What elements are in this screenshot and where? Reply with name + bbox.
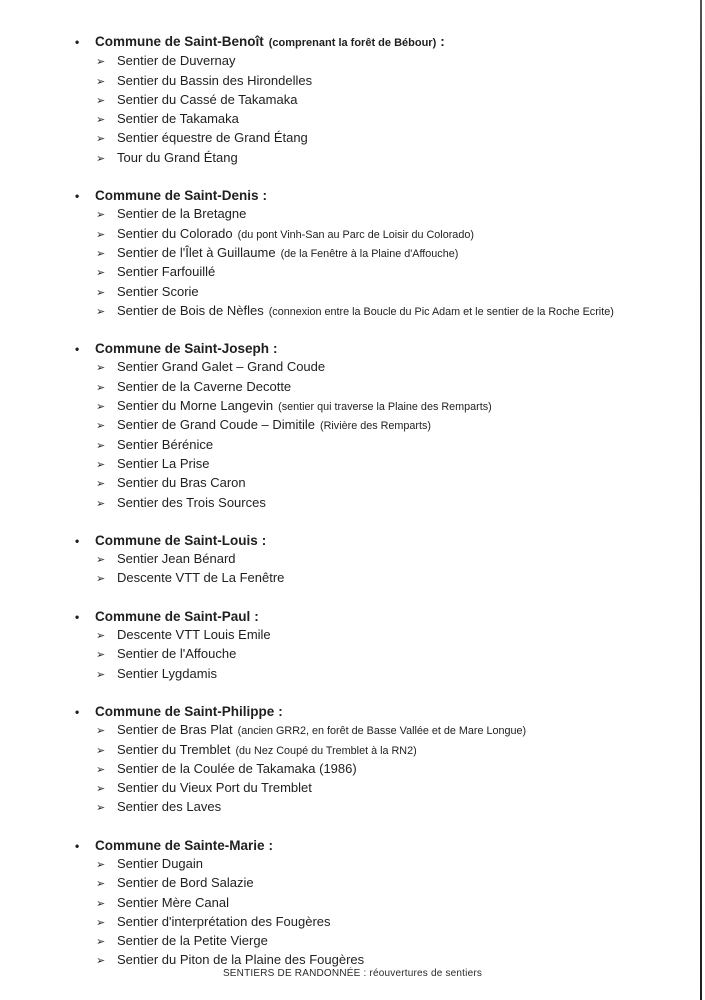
trail-list <box>96 52 655 168</box>
commune-title: Commune de Saint-Paul <box>95 608 251 624</box>
trail-item <box>96 358 655 377</box>
trail-note: (ancien GRR2, en forêt de Basse Vallée et de Mare Longue) <box>237 725 527 738</box>
trail-item <box>96 302 655 321</box>
trail-item <box>96 263 655 282</box>
arrow-bullet-icon: ➢ <box>96 381 106 394</box>
commune-colon: : <box>261 532 267 548</box>
trail-note: (sentier qui traverse la Plaine des Remparts) <box>278 401 492 414</box>
trail-name: Sentier de l'Îlet à Guillaume <box>117 244 276 260</box>
commune-header <box>75 340 655 358</box>
trail-name: Sentier Mère Canal <box>117 894 229 910</box>
trail-item <box>96 110 655 129</box>
arrow-bullet-icon: ➢ <box>96 497 106 510</box>
arrow-bullet-icon: ➢ <box>96 94 106 107</box>
trail-item <box>96 645 655 664</box>
trail-name: Sentier Bérénice <box>117 436 214 452</box>
trail-name: Sentier de Grand Coude – Dimitile <box>117 417 315 433</box>
trail-note: (de la Fenêtre à la Plaine d'Affouche) <box>280 247 459 260</box>
trail-item <box>96 626 655 645</box>
trail-name: Sentier du Vieux Port du Tremblet <box>117 780 312 796</box>
arrow-bullet-icon: ➢ <box>96 668 106 681</box>
trail-name: Sentier du Colorado <box>117 225 233 241</box>
arrow-bullet-icon: ➢ <box>96 114 106 127</box>
sections-container <box>75 33 655 971</box>
trail-item <box>96 129 655 148</box>
trail-name: Sentier de Bord Salazie <box>117 875 254 891</box>
trail-item <box>96 894 655 913</box>
arrow-bullet-icon: ➢ <box>96 478 106 491</box>
bullet-icon: • <box>75 533 80 548</box>
trail-name: Sentier de Takamaka <box>117 111 239 127</box>
trail-item <box>96 779 655 798</box>
trail-item <box>96 569 655 588</box>
trail-item <box>96 205 655 224</box>
trail-item <box>96 550 655 569</box>
trail-name: Sentier du Morne Langevin <box>117 398 274 414</box>
trail-item <box>96 855 655 874</box>
trail-name: Descente VTT de La Fenêtre <box>117 570 285 586</box>
trail-item <box>96 416 655 435</box>
arrow-bullet-icon: ➢ <box>96 420 106 433</box>
commune-section <box>75 187 655 321</box>
arrow-bullet-icon: ➢ <box>96 630 106 643</box>
trail-name: Sentier Grand Galet – Grand Coude <box>117 359 326 375</box>
trail-list <box>96 205 655 321</box>
arrow-bullet-icon: ➢ <box>96 897 106 910</box>
trail-name: Sentier du Tremblet <box>117 741 231 757</box>
trail-note: (du Nez Coupé du Tremblet à la RN2) <box>235 744 417 757</box>
arrow-bullet-icon: ➢ <box>96 936 106 949</box>
trail-name: Sentier du Bras Caron <box>117 475 246 491</box>
arrow-bullet-icon: ➢ <box>96 401 106 414</box>
commune-header <box>75 837 655 855</box>
trail-name: Sentier de la Petite Vierge <box>117 933 268 949</box>
trail-document <box>75 33 655 990</box>
arrow-bullet-icon: ➢ <box>96 649 106 662</box>
arrow-bullet-icon: ➢ <box>96 75 106 88</box>
trail-item <box>96 436 655 455</box>
commune-title: Commune de Saint-Philippe <box>95 703 275 719</box>
trail-name: Sentier Jean Bénard <box>117 551 236 567</box>
trail-item <box>96 474 655 493</box>
arrow-bullet-icon: ➢ <box>96 802 106 815</box>
trail-item <box>96 149 655 168</box>
trail-note: (connexion entre la Boucle du Pic Adam et le sentier de la Roche Ecrite) <box>268 305 614 318</box>
page-footer: SENTIERS DE RANDONNÉE : réouvertures de sentiers <box>222 968 483 979</box>
trail-item <box>96 52 655 71</box>
commune-section <box>75 837 655 971</box>
commune-header <box>75 703 655 721</box>
trail-item <box>96 91 655 110</box>
arrow-bullet-icon: ➢ <box>96 858 106 871</box>
commune-header <box>75 608 655 626</box>
trail-name: Sentier de Bois de Nèfles <box>117 302 264 318</box>
commune-title: Commune de Saint-Louis <box>95 532 258 548</box>
trail-name: Sentier Lygdamis <box>117 665 217 681</box>
commune-section <box>75 703 655 818</box>
trail-name: Sentier Farfouillé <box>117 264 216 280</box>
trail-item <box>96 741 655 760</box>
bullet-icon: • <box>75 35 80 49</box>
bullet-icon: • <box>75 609 80 624</box>
trail-name: Sentier de la Bretagne <box>117 206 247 222</box>
trail-item <box>96 874 655 893</box>
trail-name: Sentier de l'Affouche <box>117 646 237 662</box>
commune-colon: : <box>440 34 445 49</box>
commune-section <box>75 340 655 513</box>
trail-note: (Rivière des Remparts) <box>320 420 431 433</box>
bullet-icon: • <box>75 704 80 719</box>
commune-title: Commune de Saint-Denis <box>95 188 259 204</box>
trail-item <box>96 721 655 740</box>
commune-title-note: (comprenant la forêt de Bébour) <box>268 37 437 49</box>
trail-name: Sentier des Laves <box>117 799 222 815</box>
arrow-bullet-icon: ➢ <box>96 744 106 757</box>
page-edge-line <box>700 0 702 1000</box>
trail-list <box>96 721 655 817</box>
trail-item <box>96 378 655 397</box>
trail-item <box>96 932 655 951</box>
commune-title: Commune de Sainte-Marie <box>95 837 265 853</box>
trail-name: Sentier équestre de Grand Étang <box>117 130 308 146</box>
arrow-bullet-icon: ➢ <box>96 362 106 375</box>
arrow-bullet-icon: ➢ <box>96 56 106 69</box>
commune-title: Commune de Saint-Benoît <box>95 34 264 49</box>
arrow-bullet-icon: ➢ <box>96 554 106 567</box>
trail-name: Sentier de Bras Plat <box>117 722 233 738</box>
commune-colon: : <box>268 837 274 853</box>
trail-name: Descente VTT Louis Emile <box>117 627 271 643</box>
commune-header <box>75 532 655 550</box>
arrow-bullet-icon: ➢ <box>96 267 106 280</box>
trail-name: Sentier de la Caverne Decotte <box>117 378 292 394</box>
arrow-bullet-icon: ➢ <box>96 228 106 241</box>
arrow-bullet-icon: ➢ <box>96 458 106 471</box>
trail-item <box>96 913 655 932</box>
trail-item <box>96 397 655 416</box>
commune-section <box>75 532 655 589</box>
arrow-bullet-icon: ➢ <box>96 209 106 222</box>
trail-item <box>96 244 655 263</box>
commune-title: Commune de Saint-Joseph <box>95 341 270 357</box>
arrow-bullet-icon: ➢ <box>96 955 106 968</box>
trail-item <box>96 760 655 779</box>
bullet-icon: • <box>75 342 80 357</box>
trail-name: Tour du Grand Étang <box>117 149 238 165</box>
arrow-bullet-icon: ➢ <box>96 247 106 260</box>
commune-header <box>75 187 655 205</box>
trail-item <box>96 72 655 91</box>
arrow-bullet-icon: ➢ <box>96 763 106 776</box>
arrow-bullet-icon: ➢ <box>96 152 106 165</box>
arrow-bullet-icon: ➢ <box>96 286 106 299</box>
trail-list <box>96 550 655 589</box>
trail-name: Sentier La Prise <box>117 455 210 471</box>
trail-item <box>96 494 655 513</box>
trail-item <box>96 455 655 474</box>
trail-list <box>96 358 655 512</box>
trail-item <box>96 798 655 817</box>
trail-item <box>96 225 655 244</box>
arrow-bullet-icon: ➢ <box>96 133 106 146</box>
arrow-bullet-icon: ➢ <box>96 878 106 891</box>
trail-name: Sentier de Duvernay <box>117 53 236 69</box>
arrow-bullet-icon: ➢ <box>96 573 106 586</box>
arrow-bullet-icon: ➢ <box>96 783 106 796</box>
commune-colon: : <box>273 341 278 357</box>
commune-header <box>75 33 655 52</box>
trail-list <box>96 855 655 971</box>
trail-name: Sentier Dugain <box>117 855 203 871</box>
trail-name: Sentier des Trois Sources <box>117 494 266 510</box>
trail-note: (du pont Vinh-San au Parc de Loisir du Colorado) <box>237 228 474 241</box>
commune-colon: : <box>262 188 268 204</box>
arrow-bullet-icon: ➢ <box>96 439 106 452</box>
trail-list <box>96 626 655 684</box>
trail-item <box>96 283 655 302</box>
trail-name: Sentier du Bassin des Hirondelles <box>117 72 313 88</box>
arrow-bullet-icon: ➢ <box>96 725 106 738</box>
commune-colon: : <box>254 608 259 624</box>
commune-section <box>75 608 655 684</box>
trail-item <box>96 665 655 684</box>
bullet-icon: • <box>75 189 80 204</box>
arrow-bullet-icon: ➢ <box>96 916 106 929</box>
commune-section <box>75 33 655 168</box>
arrow-bullet-icon: ➢ <box>96 305 106 318</box>
bullet-icon: • <box>75 838 80 853</box>
trail-name: Sentier Scorie <box>117 283 199 299</box>
trail-name: Sentier du Piton de la Plaine des Fougères <box>117 952 365 968</box>
trail-name: Sentier d'interprétation des Fougères <box>117 913 331 929</box>
trail-name: Sentier du Cassé de Takamaka <box>117 91 298 107</box>
trail-name: Sentier de la Coulée de Takamaka (1986) <box>117 760 357 776</box>
commune-colon: : <box>278 703 283 719</box>
